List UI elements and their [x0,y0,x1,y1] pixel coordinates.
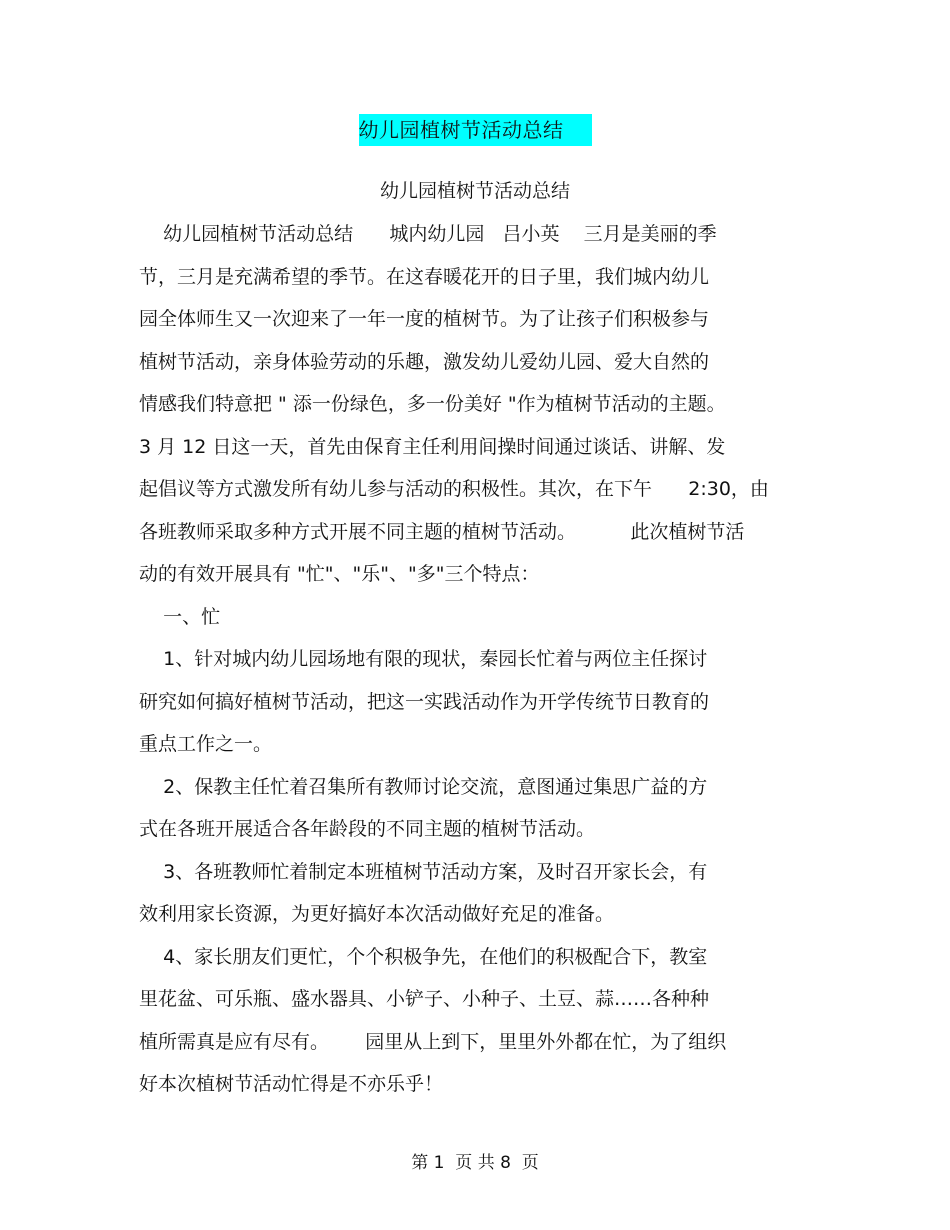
text-line: 效利用家长资源，为更好搞好本次活动做好充足的准备。 [139,903,615,925]
text-line: 园全体师生又一次迎来了一年一度的植树节。为了让孩子们积极参与 [139,308,710,330]
text-line: 1、针对城内幼儿园场地有限的现状，秦园长忙着与两位主任探讨 [139,648,708,670]
body-text [139,219,819,1112]
text-line: 情感我们特意把 " 添一份绿色，多一份美好 "作为植树节活动的主题。 [139,393,726,415]
title-container [0,114,950,146]
document-subtitle: 幼儿园植树节活动总结 [379,180,570,202]
text-line: 研究如何搞好植树节活动，把这一实践活动作为开学传统节日教育的 [139,690,710,713]
text-line: 3 月 12 日这一天，首先由保育主任利用间操时间通过谈话、讲解、发 [139,435,726,458]
text-line: 植所需真是应有尽有。 园里从上到下，里里外外都在忙，为了组织 [139,1030,727,1053]
page-number-footer: 第 1 页 共 8 页 [411,1153,539,1173]
text-line: 3、各班教师忙着制定本班植树节活动方案，及时召开家长会，有 [139,860,708,883]
text-line: 节，三月是充满希望的季节。在这春暖花开的日子里，我们城内幼儿 [139,265,710,288]
text-line: 里花盆、可乐瓶、盛水器具、小铲子、小种子、土豆、蒜……各种种 [139,988,710,1010]
text-line: 起倡议等方式激发所有幼儿参与活动的积极性。其次，在下午 2:30，由 [139,478,769,500]
text-line: 好本次植树节活动忙得是不亦乐乎！ [139,1073,444,1095]
text-line: 动的有效开展具有 "忙"、"乐"、"多"三个特点： [139,563,540,585]
text-line: 4、家长朋友们更忙，个个积极争先，在他们的积极配合下，教室 [139,945,708,968]
section-heading: 一、忙 [139,605,221,628]
text-line: 式在各班开展适合各年龄段的不同主题的植树节活动。 [139,818,596,840]
text-line: 重点工作之一。 [139,733,273,755]
highlighted-title: 幼儿园植树节活动总结 [359,114,592,146]
text-line: 植树节活动，亲身体验劳动的乐趣，激发幼儿爱幼儿园、爱大自然的 [139,350,710,373]
text-line: 幼儿园植树节活动总结 城内幼儿园 吕小英 三月是美丽的季 [139,223,717,245]
text-line: 各班教师采取多种方式开展不同主题的植树节活动。 此次植树节活 [139,520,745,543]
text-line: 2、保教主任忙着召集所有教师讨论交流，意图通过集思广益的方 [139,775,708,798]
